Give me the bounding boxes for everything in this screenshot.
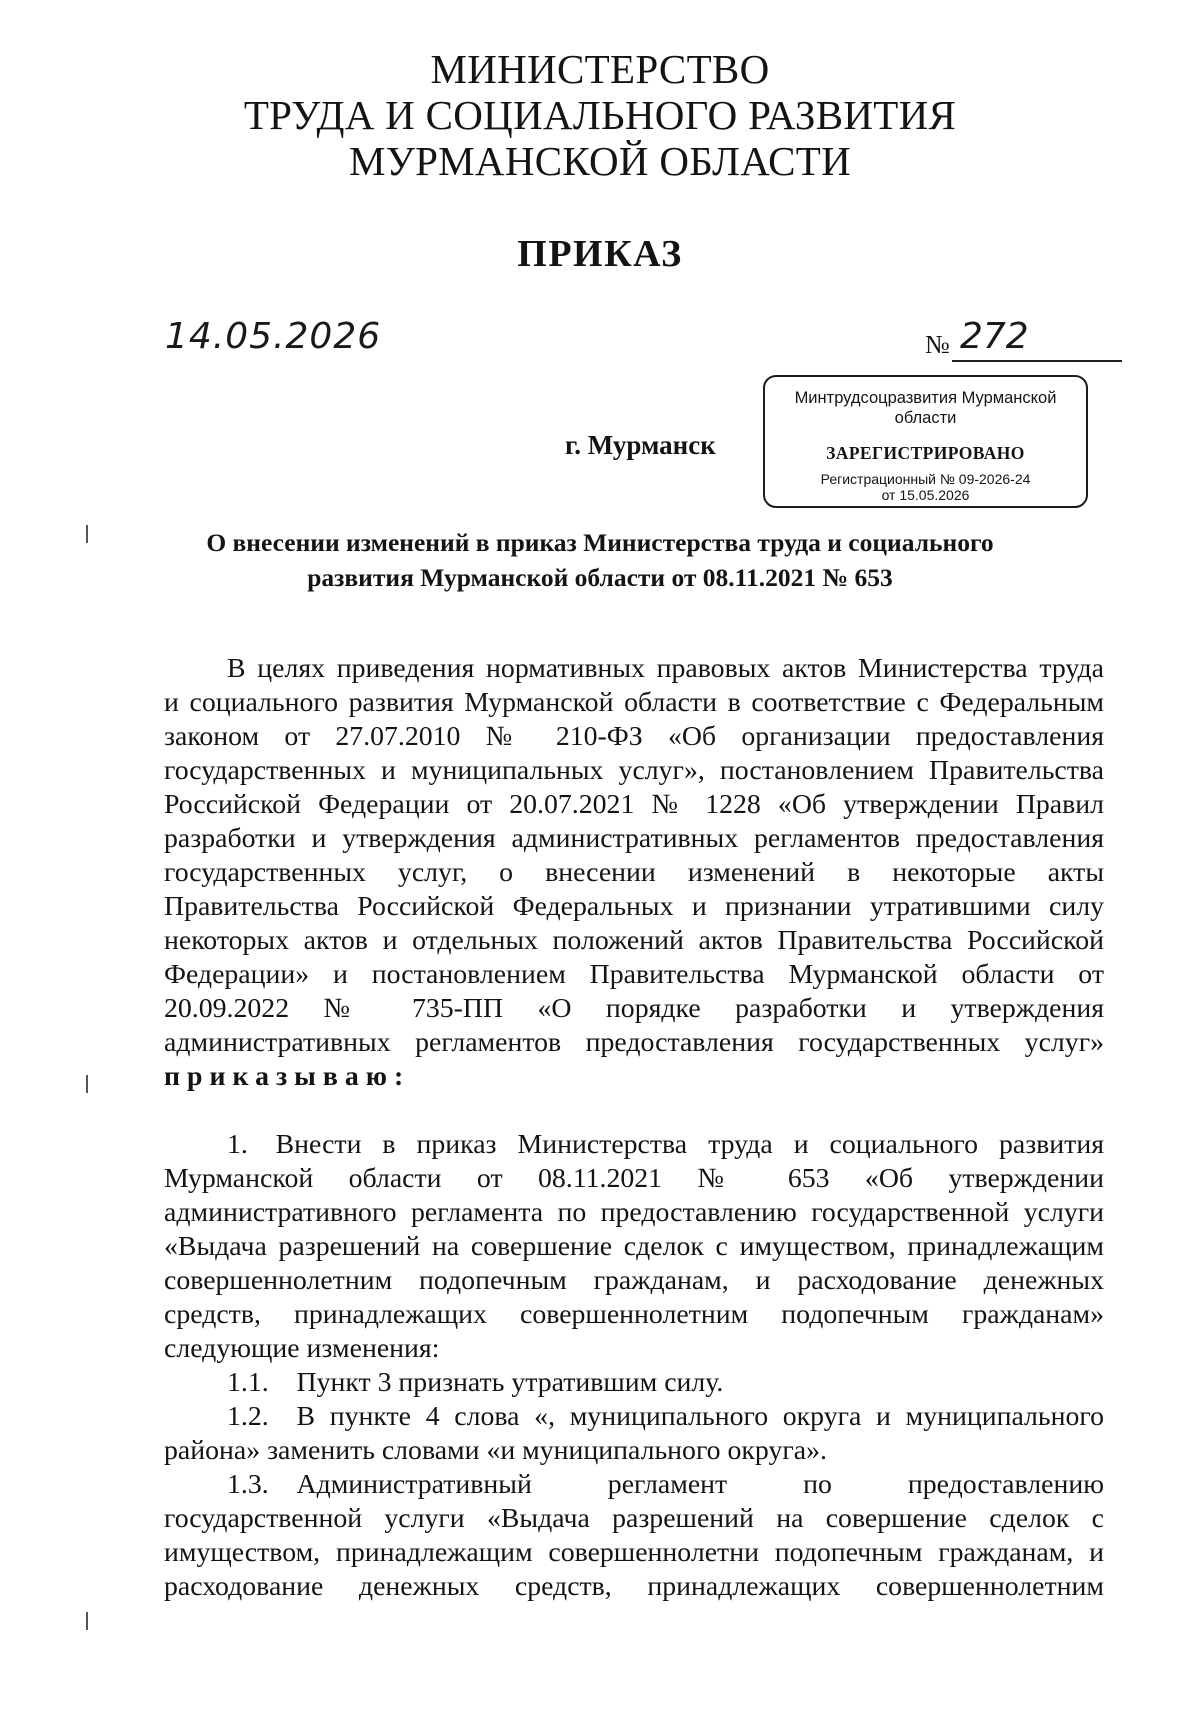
ministry-name-line-1: МИНИСТЕРСТВО — [430, 46, 770, 92]
item-1-1-line: 1.1. Пункт 3 признать утратившим силу. — [227, 1367, 724, 1398]
body-line: следующие изменения: — [164, 1333, 440, 1364]
ministry-name-line-3: МУРМАНСКОЙ ОБЛАСТИ — [348, 138, 851, 184]
body-line: некоторых актов и отдельных положений актов Правительства Российской — [164, 925, 1104, 956]
body-line: района» заменить словами «и муниципального округа». — [164, 1435, 827, 1466]
body-line: «Выдача разрешений на совершение сделок с имуществом, принадлежащим — [164, 1231, 1104, 1262]
body-line: административных регламентов предоставления государственных услуг» — [164, 1027, 1104, 1058]
item-1-line: 1. Внести в приказ Министерства труда и социального развития — [227, 1129, 1104, 1160]
body-line: Федерации» и постановлением Правительства Мурманской области от — [164, 959, 1104, 990]
body-line: Российской Федерации от 20.07.2021 № 1228 «Об утверждении Правил — [164, 789, 1104, 820]
scan-margin-mark — [86, 1612, 88, 1630]
body-line: государственной услуги «Выдача разрешений на совершение сделок с — [164, 1503, 1104, 1534]
body-line: законом от 27.07.2010 № 210-ФЗ «Об организации предоставления — [164, 721, 1104, 752]
item-1-3-line: 1.3. Административный регламент по предоставлению — [227, 1469, 1104, 1500]
number-sign: № — [925, 330, 950, 359]
body-line: разработки и утверждения административных регламентов предоставления — [164, 823, 1104, 854]
stamp-reg-line-2: от 15.05.2026 — [881, 487, 970, 503]
order-date: 14.05.2026 — [165, 316, 382, 357]
number-underline — [952, 360, 1122, 362]
body-line: административного регламента по предоставлению государственной услуги — [164, 1197, 1104, 1228]
registration-stamp — [763, 375, 1088, 508]
body-line: совершеннолетним подопечным гражданам, и расходование денежных — [164, 1265, 1104, 1296]
body-line: В целях приведения нормативных правовых актов Министерства труда — [227, 653, 1104, 684]
body-line: государственных и муниципальных услуг», постановлением Правительства — [164, 755, 1104, 786]
body-line: расходование денежных средств, принадлежащих совершеннолетним — [164, 1571, 1104, 1602]
subject-line-2: развития Мурманской области от 08.11.2021 № 653 — [307, 563, 893, 592]
body-line: 20.09.2022 № 735-ПП «О порядке разработки и утверждения — [164, 993, 1104, 1024]
item-1-2-line: 1.2. В пункте 4 слова «, муниципального округа и муниципального — [227, 1401, 1104, 1432]
scan-margin-mark — [86, 525, 88, 543]
city-label: г. Мурманск — [565, 430, 716, 460]
order-number: 272 — [960, 316, 1029, 357]
stamp-reg-line-1: Регистрационный № 09-2026-24 — [820, 471, 1031, 487]
stamp-registration-number — [771, 471, 1080, 503]
stamp-status: ЗАРЕГИСТРИРОВАНО — [826, 443, 1025, 463]
scan-margin-mark — [86, 1075, 88, 1093]
body-line: Правительства Российской Федеральных и признании утратившими силу — [164, 891, 1104, 922]
body-line: и социального развития Мурманской области в соответствие с Федеральным — [164, 687, 1104, 718]
order-verb: приказываю: — [164, 1061, 411, 1092]
ministry-name-line-2: ТРУДА И СОЦИАЛЬНОГО РАЗВИТИЯ — [243, 92, 957, 138]
body-line: имуществом, принадлежащим совершеннолетни подопечным гражданам, и — [164, 1537, 1104, 1568]
subject-line-1: О внесении изменений в приказ Министерства труда и социального — [206, 528, 994, 557]
document-type-title: ПРИКАЗ — [517, 233, 683, 275]
stamp-organization: Минтрудсоцразвития Мурманской области — [794, 389, 1057, 427]
body-line: Мурманской области от 08.11.2021 № 653 «Об утверждении — [164, 1163, 1104, 1194]
body-line: средств, принадлежащих совершеннолетним подопечным гражданам» — [164, 1299, 1104, 1330]
body-line: государственных услуг, о внесении изменений в некоторые акты — [164, 857, 1104, 888]
